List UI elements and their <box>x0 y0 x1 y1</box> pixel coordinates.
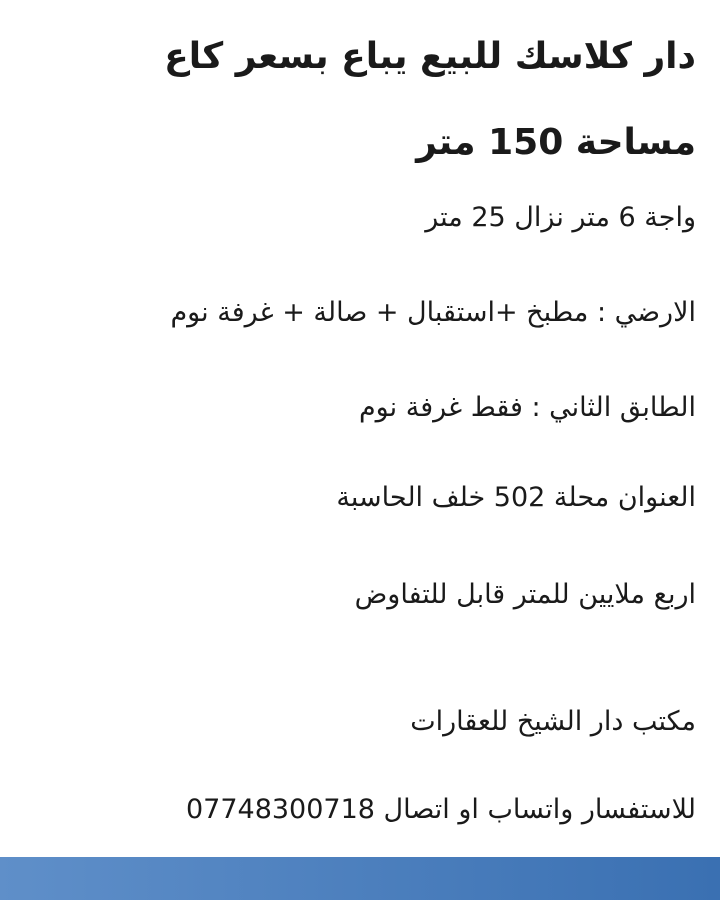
ground-floor-line: الارضي : مطبخ +استقبال + صالة + غرفة نوم <box>170 297 696 328</box>
frontage-line: واجة 6 متر نزال 25 متر <box>425 202 696 233</box>
office-line: مكتب دار الشيخ للعقارات <box>410 706 696 737</box>
bottom-bar <box>0 857 720 900</box>
second-floor-line: الطابق الثاني : فقط غرفة نوم <box>358 392 696 423</box>
listing-title: دار كلاسك للبيع يباع بسعر كاع مساحة 150 متر <box>164 36 696 163</box>
contact-line: للاستفسار واتساب او اتصال 07748300718 <box>185 794 696 825</box>
price-line: اربع ملايين للمتر قابل للتفاوض <box>354 579 696 610</box>
address-line: العنوان محلة 502 خلف الحاسبة <box>336 482 696 513</box>
